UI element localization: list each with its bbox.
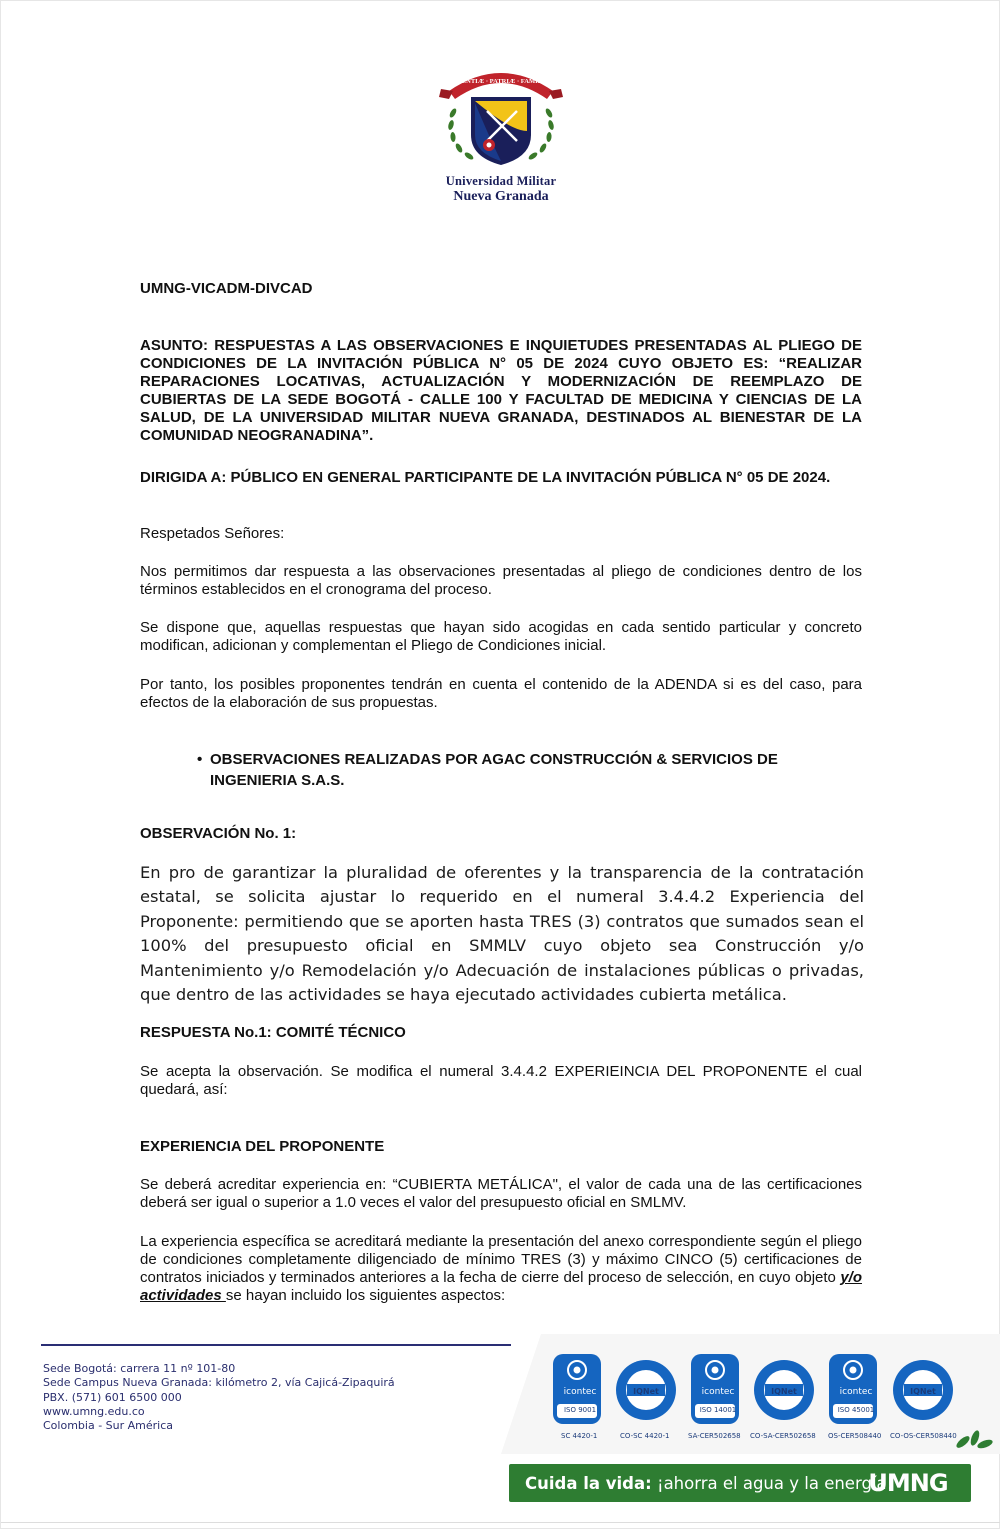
icontec-word: icontec bbox=[701, 1387, 735, 1397]
university-name-line1: Universidad Militar bbox=[445, 174, 557, 188]
cert-label: IQNet bbox=[771, 1387, 797, 1396]
cert-code: CO-OS-CER508440 bbox=[890, 1432, 957, 1440]
cert-code: OS-CER508440 bbox=[828, 1432, 882, 1440]
university-name-line2: Nueva Granada bbox=[453, 189, 549, 204]
address-line: PBX. (571) 601 6500 000 bbox=[43, 1390, 182, 1404]
experience-text-2-emphasis: y/o actividades bbox=[140, 1269, 862, 1304]
bullet-icon: • bbox=[197, 751, 203, 768]
observation-title: OBSERVACIÓN No. 1: bbox=[140, 825, 297, 842]
response-text: Se acepta la observación. Se modifica el numeral 3.4.4.2 EXPERIEINCIA DEL PROPONENTE el cual quedará, así: bbox=[140, 1063, 862, 1098]
cert-code: SC 4420-1 bbox=[561, 1432, 598, 1440]
footer-divider bbox=[41, 1344, 511, 1346]
university-name bbox=[421, 173, 581, 205]
experience-text-2-start: La experiencia específica se acreditará mediante la presentación del anexo correspondiente según el pliego de condiciones completamente diligenciado de mínimo TRES (3) y máximo CINCO (5) certificaciones de contratos iniciados y terminados anteriores a la fecha de cierre del proceso de selección, en cuyo objeto bbox=[140, 1233, 862, 1286]
motto-text: SCIENTIÆ · PATRIÆ · FAMILIÆ bbox=[450, 78, 552, 85]
icontec-word: icontec bbox=[839, 1387, 873, 1397]
cert-label: ISO 9001 bbox=[563, 1406, 597, 1414]
cert-code: CO-SC 4420-1 bbox=[620, 1432, 670, 1440]
bottom-rule bbox=[1, 1522, 1000, 1523]
cert-label: IQNet bbox=[633, 1387, 659, 1396]
coat-of-arms-icon bbox=[431, 61, 571, 171]
bullet-text: OBSERVACIONES REALIZADAS POR AGAC CONSTRUCCIÓN & SERVICIOS DE INGENIERIA S.A.S. bbox=[210, 751, 778, 789]
cert-label: ISO 45001 bbox=[837, 1406, 875, 1414]
cert-code: SA-CER502658 bbox=[688, 1432, 741, 1440]
cert-label: ISO 14001 bbox=[699, 1406, 737, 1414]
response-title: RESPUESTA No.1: COMITÉ TÉCNICO bbox=[140, 1024, 406, 1041]
slogan-rest: ¡ahorra el agua y la energía! bbox=[651, 1474, 894, 1493]
observation-text: En pro de garantizar la pluralidad de oferentes y la transparencia de la contratación estatal, se solicita ajustar lo requerido en el numeral 3.4.4.2 Experiencia del Proponente: permitiendo que se aporten hasta TRES (3) contratos que sumados sean el 100% del presupuesto oficial en SMMLV cuyo objeto sea Construcción y/o Mantenimiento y/o Remodelación y/o Adecuación de instalaciones públicas o privadas, que dentro de las actividades se haya ejecutado actividades cubierta metálica. bbox=[140, 863, 864, 1005]
document-reference: UMNG-VICADM-DIVCAD bbox=[140, 280, 313, 297]
experience-text-2-end: se hayan incluido los siguientes aspectos: bbox=[225, 1287, 506, 1304]
paragraph-2: Se dispone que, aquellas respuestas que hayan sido acogidas en cada sentido particular y concreto modifican, adicionan y complementan el Pliego de Condiciones inicial. bbox=[140, 619, 862, 654]
address-line: Sede Campus Nueva Granada: kilómetro 2, vía Cajicá-Zipaquirá bbox=[43, 1376, 395, 1390]
footer-address bbox=[43, 1362, 395, 1433]
slogan-text bbox=[525, 1474, 893, 1493]
umng-logo-badge: UMNG bbox=[868, 1469, 948, 1497]
cert-code: CO-SA-CER502658 bbox=[750, 1432, 816, 1440]
paragraph-1: Nos permitimos dar respuesta a las observaciones presentadas al pliego de condiciones dentro de los términos establecidos en el cronograma del proceso. bbox=[140, 563, 862, 598]
cert-label: IQNet bbox=[910, 1387, 936, 1396]
greeting: Respetados Señores: bbox=[140, 525, 285, 542]
observations-bullet bbox=[197, 749, 857, 791]
address-line: Colombia - Sur América bbox=[43, 1419, 174, 1433]
address-line: Sede Bogotá: carrera 11 nº 101-80 bbox=[43, 1362, 236, 1375]
document-subject: ASUNTO: RESPUESTAS A LAS OBSERVACIONES E INQUIETUDES PRESENTADAS AL PLIEGO DE CONDICIONES DE LA INVITACIÓN PÚBLICA N° 05 DE 2024 CUYO OBJETO ES: “REALIZAR REPARACIONES LOCATIVAS, ACTUALIZACIÓN Y MODERNIZACIÓN DE REEMPLAZO DE CUBIERTAS DE LA SEDE BOGOTÁ - CALLE 100 Y FACULTAD DE MEDICINA Y CIENCIAS DE LA SALUD, DE LA UNIVERSIDAD MILITAR NUEVA GRANADA, DESTINADOS AL BIENESTAR DE LA COMUNIDAD NEOGRANADINA”. bbox=[140, 337, 862, 444]
addressed-to: DIRIGIDA A: PÚBLICO EN GENERAL PARTICIPANTE DE LA INVITACIÓN PÚBLICA N° 05 DE 2024. bbox=[140, 469, 831, 486]
icontec-word: icontec bbox=[563, 1387, 597, 1397]
experience-text-2 bbox=[140, 1233, 862, 1305]
paragraph-3: Por tanto, los posibles proponentes tendrán en cuenta el contenido de la ADENDA si es del caso, para efectos de la elaboración de sus propuestas. bbox=[140, 676, 862, 711]
website-link[interactable]: www.umng.edu.co bbox=[43, 1404, 145, 1418]
experience-title: EXPERIENCIA DEL PROPONENTE bbox=[140, 1138, 385, 1155]
slogan-bold: Cuida la vida: bbox=[525, 1474, 652, 1493]
experience-text-1: Se deberá acreditar experiencia en: “CUBIERTA METÁLICA", el valor de cada una de las certificaciones deberá ser igual o superior a 1.0 veces el valor del presupuesto oficial en SMLMV. bbox=[140, 1176, 862, 1211]
